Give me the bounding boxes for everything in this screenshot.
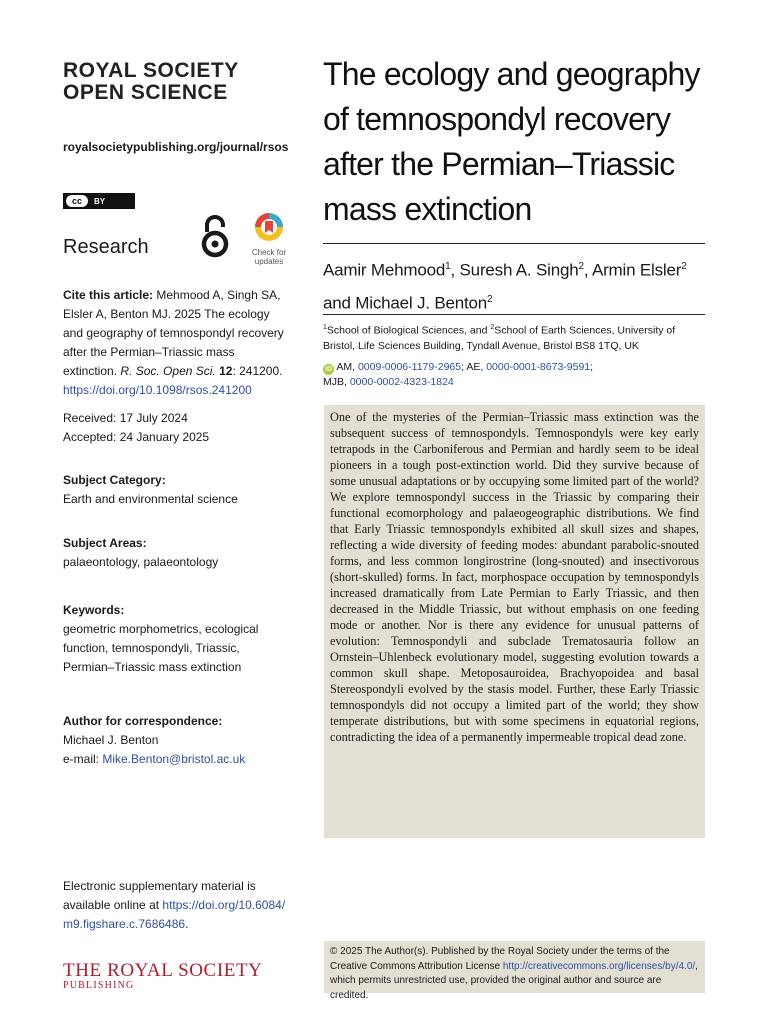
author-name: Michael J. Benton xyxy=(355,293,488,313)
author-list: Aamir Mehmood$^1$, Suresh A. Singh$^2$, Armin Elsler$^2$ and Michael J. Benton$^2$ xyxy=(323,260,687,313)
publisher-logo xyxy=(63,960,263,991)
orcid-link[interactable]: 0000-0001-8673-9591 xyxy=(486,361,591,373)
received-date: Received: 17 July 2024 xyxy=(63,411,188,425)
creative-commons-icon: cc xyxy=(66,195,88,207)
license-text: © 2025 The Author(s). Published by the Royal Society under the terms of the Creative Commons Attribution License xyxy=(330,946,670,972)
attribution-label: BY xyxy=(94,196,106,206)
orcid-link[interactable]: 0009-0006-1179-2965 xyxy=(357,361,462,373)
cite-volume: 12 xyxy=(215,364,233,378)
supplementary-material xyxy=(63,877,288,934)
cc-by-license-badge[interactable] xyxy=(63,193,135,209)
article-doi-link[interactable]: https://doi.org/10.1098/rsos.241200 xyxy=(63,383,252,397)
authors-divider xyxy=(323,314,705,315)
supplementary-link[interactable]: https://doi.org/10.6084/m9.figshare.c.7686486 xyxy=(63,898,286,931)
check-for-updates-label: Check for updates xyxy=(251,248,287,266)
open-access-icon xyxy=(198,214,232,258)
author-name: Aamir Mehmood xyxy=(323,260,446,280)
affiliations xyxy=(323,320,708,354)
cite-journal: R. Soc. Open Sci. xyxy=(120,364,216,378)
correspondence-label: Author for correspondence: xyxy=(63,714,223,728)
journal-url-link[interactable]: royalsocietypublishing.org/journal/rsos xyxy=(63,140,289,154)
supplementary-text: Electronic supplementary material is available online at xyxy=(63,879,256,912)
author-correspondence xyxy=(63,712,288,769)
license-link[interactable]: http://creativecommons.org/licenses/by/4.0/ xyxy=(502,960,696,972)
keywords-value: geometric morphometrics, ecological function, temnospondyli, Triassic, Permian–Triassic mass extinction xyxy=(63,622,259,674)
affiliation-sup: 2 xyxy=(490,324,495,331)
accepted-date: Accepted: 24 January 2025 xyxy=(63,430,210,444)
journal-logo-line2: OPEN SCIENCE xyxy=(63,81,228,104)
author-affiliation-sup: 2 xyxy=(578,261,584,272)
author-affiliation-sup: 1 xyxy=(445,261,451,272)
author-affiliation-sup: 2 xyxy=(487,293,493,305)
orcid-icon: iD xyxy=(325,366,332,373)
title-divider xyxy=(323,243,705,244)
affiliation-sup: 1 xyxy=(323,324,327,331)
correspondence-email-link[interactable]: Mike.Benton@bristol.ac.uk xyxy=(102,752,246,766)
subject-category xyxy=(63,471,288,509)
dates-block xyxy=(63,409,288,447)
license-end: , which permits unrestricted use, provided the original author and source are credited. xyxy=(330,960,698,1001)
subject-areas-value: palaeontology, palaeontology xyxy=(63,555,219,569)
citation-block xyxy=(63,286,288,400)
author-name: Armin Elsler xyxy=(591,260,682,280)
subject-areas-label: Subject Areas: xyxy=(63,536,147,550)
orcid-initials: AE xyxy=(466,361,481,373)
journal-logo-line1: ROYAL SOCIETY xyxy=(63,59,239,82)
publisher-subname: PUBLISHING xyxy=(63,980,135,991)
check-for-updates-button[interactable] xyxy=(247,212,291,266)
publisher-name: THE ROYAL SOCIETY xyxy=(63,960,263,981)
cite-text: Mehmood A, Singh SA, Elsler A, Benton MJ. 2025 The ecology and geography of temnospondyl recovery after the Permian–Triassic mass extinction. xyxy=(63,288,284,378)
cite-label: Cite this article: xyxy=(63,288,154,302)
author-name: Suresh A. Singh xyxy=(459,260,579,280)
correspondence-name: Michael J. Benton xyxy=(63,733,159,747)
journal-logo xyxy=(63,60,239,104)
orcid-list: iD AM, 0009-0006-1179-2965; AE, 0000-0001-8673-9591; MJB, 0000-0002-4323-1824 xyxy=(323,361,594,388)
author-affiliation-sup: 2 xyxy=(681,261,687,272)
keywords xyxy=(63,601,288,677)
keywords-label: Keywords: xyxy=(63,603,125,617)
article-title: The ecology and geography of temnospondyl recovery after the Permian–Triassic mass extinction xyxy=(323,56,700,227)
affiliation-1: School of Biological Sciences, and xyxy=(326,324,491,337)
license-box xyxy=(324,941,705,1001)
subject-areas xyxy=(63,534,288,572)
crossmark-icon xyxy=(254,212,284,242)
abstract-text: One of the mysteries of the Permian–Triassic mass extinction was the subsequent success of temnospondyls. Temnospondyls were key early tetrapods in the Carboniferous and Permian and hardly seem to be ideal pioneers in a tough post-extinction world. Did they survive because of some unusual adaptations or by occupying some limited part of the world? We explore temnospondyl success in the Triassic by comparing their functional ecomorphology and palaeogeographic distributions. We find that Early Triassic temnospondyls exhibited all skull sizes and shapes, reflecting a wide diversity of feeding modes: abundant parabolic-snouted forms, and less common longirostrine (long-snouted) and insectivorous (short-skulled) forms. In fact, morphospace occupation by temnospondyls increased dramatically from Late Permian to Early Triassic, and then decreased in the Middle Triassic, but without emphasis on one feeding mode or another. Nor is there any evidence for unusual patterns of evolution: Temnospondyli and subclade Trematosauria follow an Ornstein–Uhlenbeck evolutionary model, suggesting evolution towards a common skull shape. Metoposauroidea, Brachyopoidea and basal Stereospondyli evolved by the stasis model. Further, these Early Triassic temnospondyls did not occupy a limited part of the world; they show temperate distributions, but with some specimens in equatorial regions, contradicting the idea of a permanently impermeable tropical dead zone. xyxy=(330,410,699,744)
abstract-box xyxy=(324,405,705,838)
subject-category-value: Earth and environmental science xyxy=(63,492,238,506)
article-section-label: Research xyxy=(63,236,149,258)
orcid-link[interactable]: 0000-0002-4323-1824 xyxy=(349,376,454,388)
affiliation-2: School of Earth Sciences, University of Bristol, Life Sciences Building, Tyndall Avenue, Bristol BS8 1TQ, UK xyxy=(323,324,676,352)
orcid-initials: AM xyxy=(336,361,353,373)
orcid-initials: MJB xyxy=(323,376,344,388)
subject-category-label: Subject Category: xyxy=(63,473,166,487)
supplementary-end: . xyxy=(185,917,189,931)
cite-pages: : 241200. xyxy=(232,364,283,378)
email-label: e-mail: xyxy=(63,752,103,766)
